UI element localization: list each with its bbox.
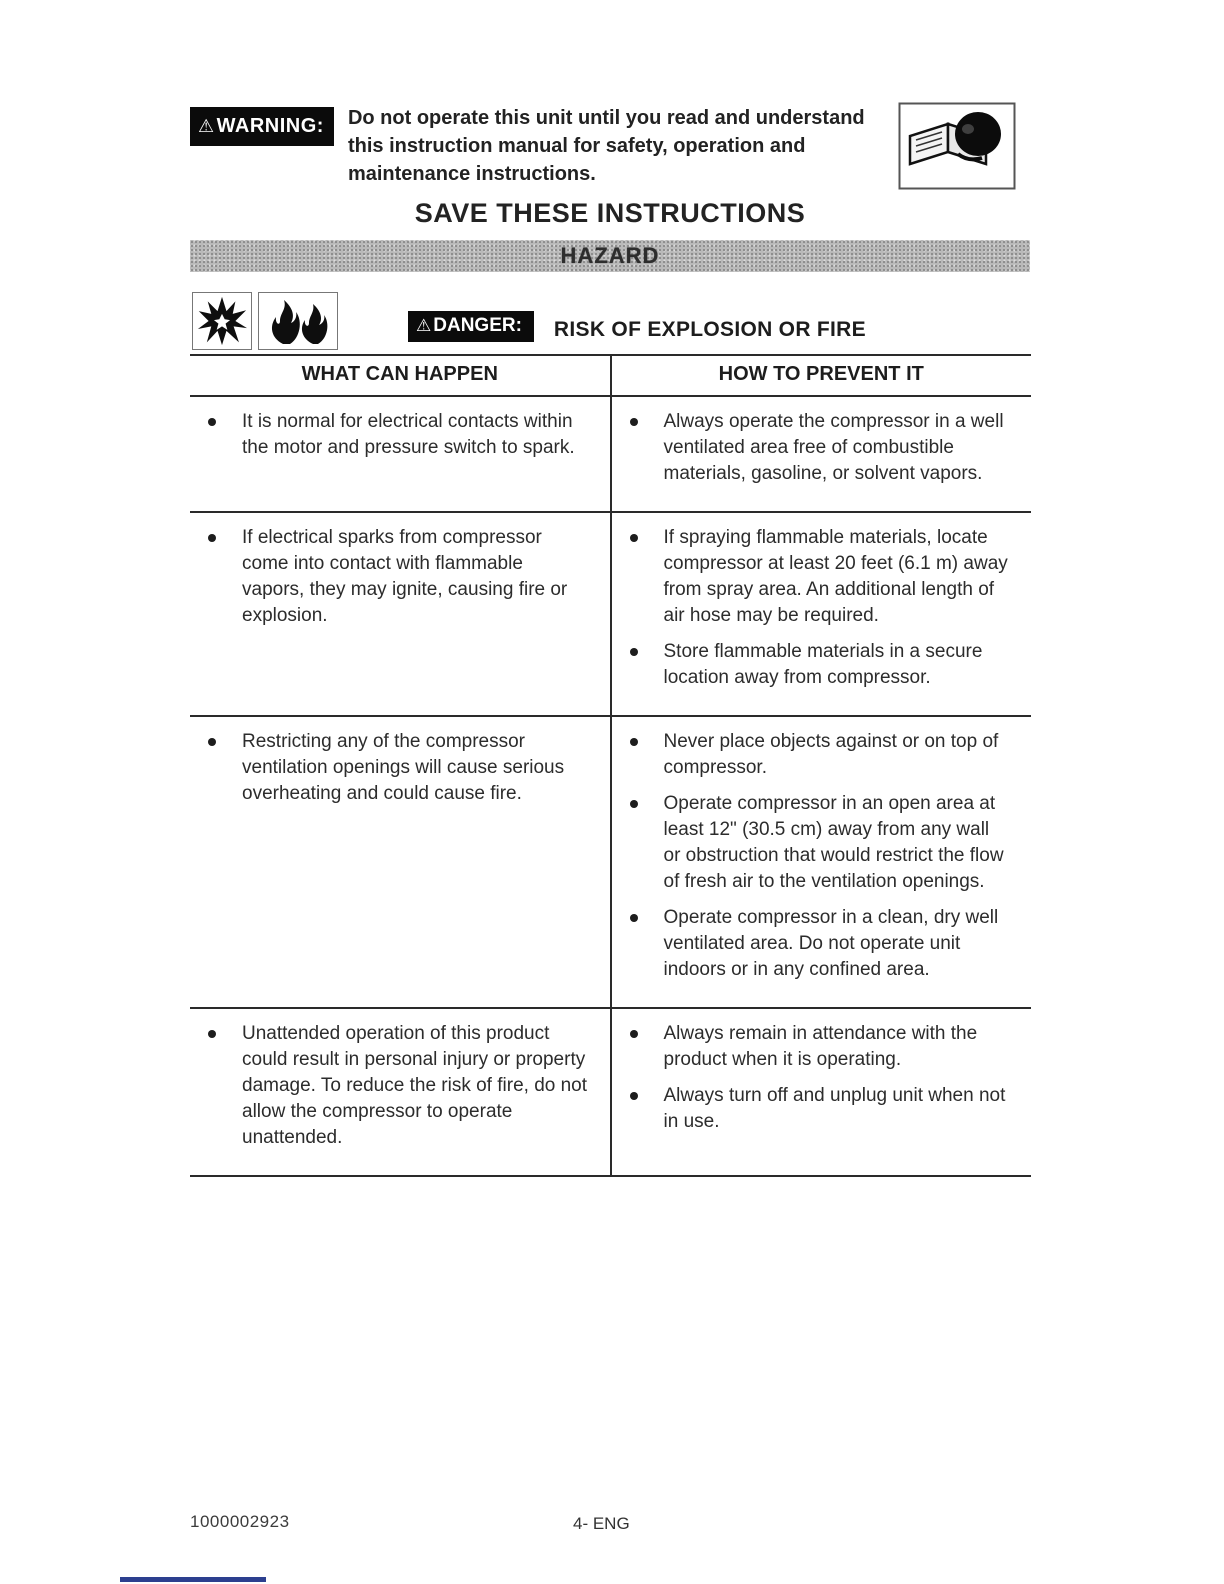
explosion-icon	[192, 292, 252, 350]
danger-badge-label: DANGER:	[433, 315, 522, 336]
bullet-item	[190, 1019, 610, 1159]
bullet-icon	[630, 534, 638, 542]
bullet-text: Operate compressor in a clean, dry well ventilated area. Do not operate unit indoors or in any confined area.	[663, 907, 999, 980]
bullet-item	[612, 727, 1032, 789]
warning-badge-label: WARNING:	[216, 115, 324, 137]
column-header-how-to-prevent: HOW TO PREVENT IT	[611, 355, 1032, 396]
bullet-item	[190, 523, 610, 637]
bullet-text: It is normal for electrical contacts within the motor and pressure switch to spark.	[242, 411, 575, 458]
bullet-text: Never place objects against or on top of compressor.	[663, 731, 999, 778]
cell-how-to-prevent	[611, 512, 1032, 716]
bullet-text: Operate compressor in an open area at least 12" (30.5 cm) away from any wall or obstruction that would restrict the flow of fresh air to the ventilation openings.	[663, 793, 1004, 892]
warning-badge	[190, 107, 334, 146]
bullet-text: Always turn off and unplug unit when not in use.	[663, 1085, 1006, 1132]
document-number: 1000002923	[190, 1512, 290, 1531]
bullet-text: If electrical sparks from compressor come into contact with flammable vapors, they may ignite, causing fire or explosion.	[242, 527, 568, 626]
table-row	[190, 396, 1031, 512]
column-header-what-can-happen: WHAT CAN HAPPEN	[190, 355, 611, 396]
bullet-item	[612, 637, 1032, 699]
warning-section	[190, 104, 900, 188]
bullet-icon	[208, 1030, 216, 1038]
hazard-banner	[190, 240, 1030, 272]
bullet-item	[190, 727, 610, 815]
bullet-icon	[630, 418, 638, 426]
danger-row	[192, 292, 1030, 350]
bullet-icon	[208, 418, 216, 426]
bullet-item	[612, 407, 1032, 495]
hazard-banner-label: HAZARD	[560, 243, 660, 268]
bullet-icon	[630, 1030, 638, 1038]
bullet-icon	[208, 534, 216, 542]
cell-what-can-happen	[190, 512, 611, 716]
bullet-item	[190, 407, 610, 469]
cell-what-can-happen	[190, 396, 611, 512]
bullet-text: Unattended operation of this product could result in personal injury or property damage. To reduce the risk of fire, do not allow the compressor to operate unattended.	[242, 1023, 588, 1148]
table-row	[190, 512, 1031, 716]
bullet-text: Always operate the compressor in a well ventilated area free of combustible materials, gasoline, or solvent vapors.	[663, 411, 1004, 484]
table-row	[190, 1008, 1031, 1176]
bullet-item	[612, 903, 1032, 991]
danger-title: RISK OF EXPLOSION OR FIRE	[553, 318, 866, 341]
bullet-item	[612, 1081, 1032, 1143]
read-manual-icon	[898, 102, 1016, 190]
danger-triangle-icon: ⚠	[416, 316, 432, 335]
bullet-icon	[208, 738, 216, 746]
save-instructions-heading: SAVE THESE INSTRUCTIONS	[414, 198, 806, 228]
bullet-item	[612, 1019, 1032, 1081]
danger-badge	[408, 311, 534, 342]
bullet-item	[612, 523, 1032, 637]
bottom-edge-rule	[120, 1577, 266, 1582]
bullet-text: Restricting any of the compressor ventilation openings will cause serious overheating and could cause fire.	[242, 731, 565, 804]
cell-how-to-prevent	[611, 716, 1032, 1008]
cell-how-to-prevent	[611, 1008, 1032, 1176]
table-row	[190, 716, 1031, 1008]
warning-text: Do not operate this unit until you read and understand this instruction manual for safety, operation and maintenance instructions.	[347, 107, 865, 185]
bullet-text: Always remain in attendance with the product when it is operating.	[663, 1023, 978, 1070]
bullet-icon	[630, 914, 638, 922]
bullet-text: If spraying flammable materials, locate compressor at least 20 feet (6.1 m) away from spray area. An additional length of air hose may be required.	[663, 527, 1008, 626]
table-header-row	[190, 355, 1031, 396]
bullet-icon	[630, 800, 638, 808]
bullet-icon	[630, 648, 638, 656]
bullet-icon	[630, 1092, 638, 1100]
fire-icon	[258, 292, 338, 350]
bullet-text: Store flammable materials in a secure location away from compressor.	[663, 641, 983, 688]
cell-what-can-happen	[190, 716, 611, 1008]
hazard-table	[190, 354, 1031, 1177]
warning-triangle-icon: ⚠	[198, 116, 215, 136]
bullet-icon	[630, 738, 638, 746]
cell-what-can-happen	[190, 1008, 611, 1176]
bullet-item	[612, 789, 1032, 903]
cell-how-to-prevent	[611, 396, 1032, 512]
page-number: 4- ENG	[573, 1514, 630, 1533]
